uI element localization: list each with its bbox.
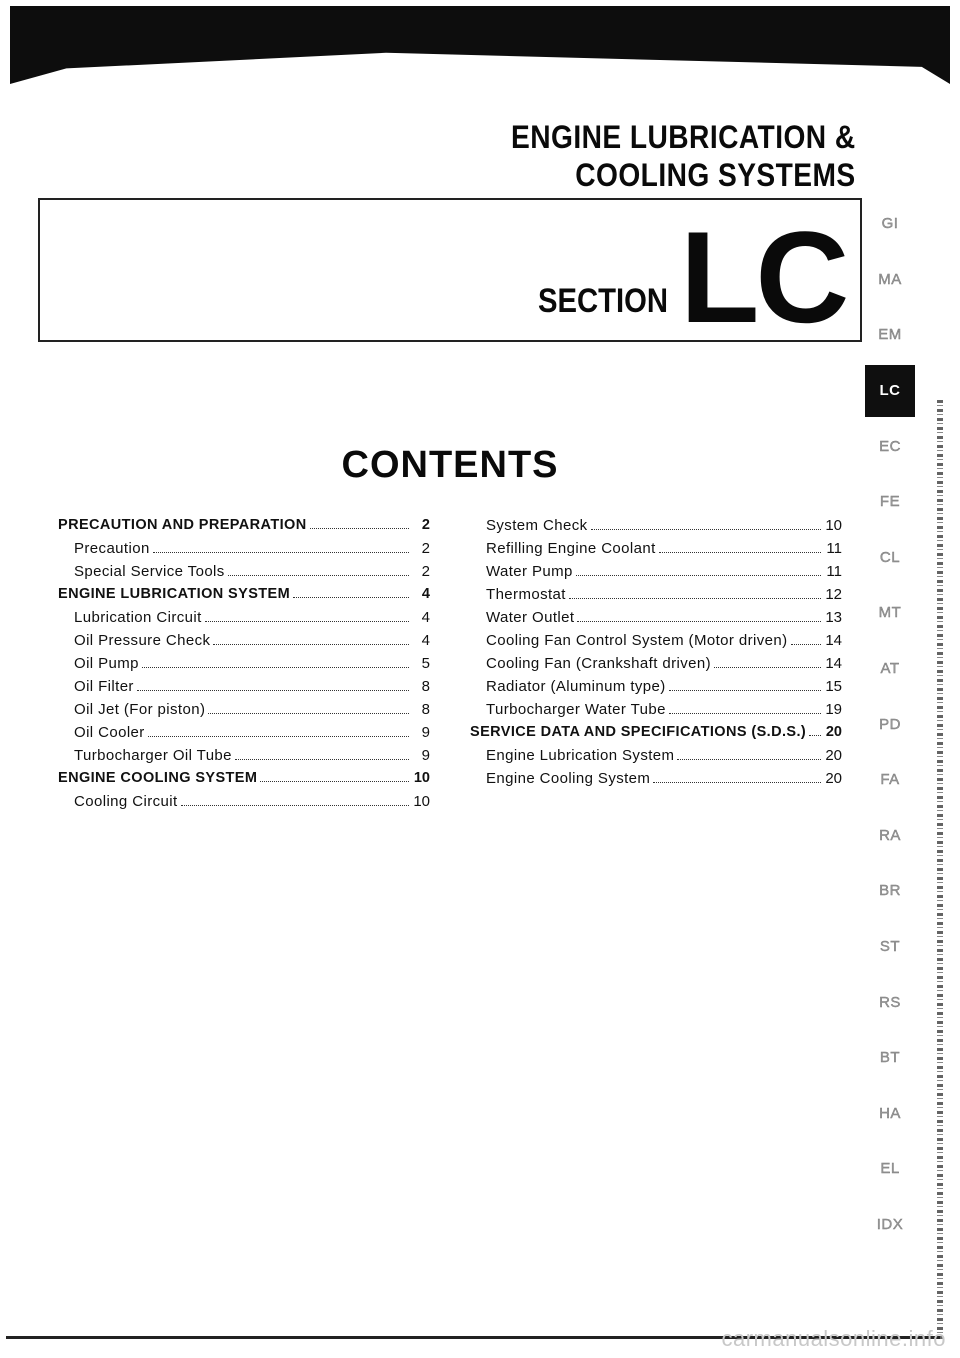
toc-entry[interactable]: [470, 514, 842, 537]
section-tab-ec[interactable]: EC: [879, 437, 901, 455]
toc-entry-title: Cooling Fan (Crankshaft driven): [486, 655, 711, 672]
toc-entry[interactable]: [58, 629, 430, 652]
section-tab-ha[interactable]: HA: [879, 1104, 901, 1122]
page-edge-strip: [937, 400, 943, 1340]
toc-leader-dots: [569, 598, 821, 599]
toc-entry[interactable]: [58, 675, 430, 698]
toc-entry-page: 19: [825, 701, 842, 718]
toc-leader-dots: [181, 805, 409, 806]
toc-entry-title: ENGINE COOLING SYSTEM: [58, 770, 258, 786]
toc-entry-title: Turbocharger Oil Tube: [74, 747, 232, 764]
toc-entry-title: Engine Lubrication System: [486, 747, 675, 764]
toc-entry[interactable]: [470, 675, 842, 698]
title-line-1: ENGINE LUBRICATION &: [511, 119, 856, 155]
toc-leader-dots: [260, 781, 409, 782]
toc-entry-title: Oil Cooler: [74, 724, 145, 741]
toc-entry[interactable]: [470, 629, 842, 652]
toc-entry-page: 13: [825, 609, 842, 626]
section-tab-em[interactable]: EM: [878, 326, 902, 344]
section-tab-idx[interactable]: IDX: [876, 1215, 904, 1233]
toc-leader-dots: [669, 690, 821, 691]
toc-entry-page: 12: [825, 586, 842, 603]
toc-entry[interactable]: [58, 652, 430, 675]
toc-leader-dots: [659, 552, 821, 553]
toc-entry-page: 4: [421, 586, 430, 602]
toc-entry[interactable]: [58, 514, 430, 537]
toc-entry-title: Cooling Circuit: [74, 793, 178, 810]
toc-leader-dots: [235, 759, 409, 760]
toc-entry-page: 9: [421, 724, 430, 741]
toc-entry-title: Special Service Tools: [74, 563, 225, 580]
toc-entry[interactable]: [58, 537, 430, 560]
document-title: [511, 118, 856, 194]
toc-entry[interactable]: [470, 767, 842, 790]
toc-entry-page: 8: [421, 701, 430, 718]
toc-entry-title: Oil Pump: [74, 655, 139, 672]
toc-entry[interactable]: [58, 767, 430, 790]
toc-entry-title: Thermostat: [486, 586, 566, 603]
toc-leader-dots: [293, 597, 409, 598]
toc-leader-dots: [669, 713, 821, 714]
toc-entry-page: 11: [826, 563, 842, 580]
toc-entry-title: Lubrication Circuit: [74, 609, 202, 626]
toc-entry-title: Water Pump: [486, 563, 573, 580]
toc-entry-page: 14: [825, 632, 842, 649]
section-tab-el[interactable]: EL: [880, 1160, 900, 1178]
toc-entry-page: 20: [825, 770, 842, 787]
toc-entry-title: Turbocharger Water Tube: [486, 701, 666, 718]
contents-heading: CONTENTS: [341, 444, 559, 486]
toc-leader-dots: [142, 667, 409, 668]
toc-entry-page: 2: [421, 517, 430, 533]
section-tab-mt[interactable]: MT: [878, 604, 902, 622]
toc-entry[interactable]: [470, 537, 842, 560]
toc-leader-dots: [809, 735, 821, 736]
toc-leader-dots: [577, 621, 821, 622]
toc-leader-dots: [591, 529, 822, 530]
toc-entry-page: 5: [421, 655, 430, 672]
toc-leader-dots: [576, 575, 821, 576]
toc-leader-dots: [153, 552, 409, 553]
toc-entry-page: 10: [413, 770, 430, 786]
section-tab-pd[interactable]: PD: [879, 715, 901, 733]
section-tab-fa[interactable]: FA: [880, 771, 900, 789]
toc-leader-dots: [148, 736, 409, 737]
toc-entry-title: Cooling Fan Control System (Motor driven): [486, 632, 788, 649]
toc-entry-title: Engine Cooling System: [486, 770, 651, 787]
toc-right-column: [470, 514, 842, 790]
toc-entry[interactable]: [58, 606, 430, 629]
toc-entry[interactable]: [470, 560, 842, 583]
toc-entry-page: 10: [413, 793, 430, 810]
section-tab-st[interactable]: ST: [879, 938, 901, 956]
toc-entry-title: PRECAUTION AND PREPARATION: [58, 517, 307, 533]
toc-entry[interactable]: [470, 721, 842, 744]
toc-entry-page: 9: [421, 747, 430, 764]
section-tab-ma[interactable]: MA: [878, 270, 902, 288]
toc-entry-title: Oil Pressure Check: [74, 632, 211, 649]
toc-leader-dots: [653, 782, 821, 783]
toc-entry-page: 10: [825, 517, 842, 534]
toc-entry-page: 8: [421, 678, 430, 695]
toc-entry-page: 4: [421, 632, 430, 649]
toc-entry[interactable]: [58, 560, 430, 583]
toc-entry[interactable]: [470, 583, 842, 606]
section-tab-lc[interactable]: LC: [865, 365, 915, 417]
toc-leader-dots: [677, 759, 821, 760]
toc-entry-title: ENGINE LUBRICATION SYSTEM: [58, 586, 291, 602]
toc-entry-title: SERVICE DATA AND SPECIFICATIONS (S.D.S.): [470, 724, 807, 740]
toc-leader-dots: [310, 528, 409, 529]
toc-entry-page: 14: [825, 655, 842, 672]
section-code: LC: [680, 204, 846, 350]
toc-entry-title: Oil Filter: [74, 678, 134, 695]
section-tab-fe[interactable]: FE: [879, 493, 901, 511]
toc-entry-title: System Check: [486, 517, 588, 534]
section-tab-ra[interactable]: RA: [879, 826, 901, 844]
toc-entry-title: Water Outlet: [486, 609, 575, 626]
section-tab-rs[interactable]: RS: [879, 993, 901, 1011]
toc-entry-page: 11: [826, 540, 842, 557]
toc-left-column: [58, 514, 430, 813]
toc-entry[interactable]: [58, 698, 430, 721]
toc-leader-dots: [213, 644, 409, 645]
section-label: SECTION: [538, 282, 668, 320]
toc-entry[interactable]: [470, 744, 842, 767]
toc-leader-dots: [137, 690, 409, 691]
toc-entry[interactable]: [470, 652, 842, 675]
toc-entry-page: 2: [421, 563, 430, 580]
toc-entry[interactable]: [58, 721, 430, 744]
title-line-2: COOLING SYSTEMS: [575, 157, 856, 193]
toc-entry[interactable]: [58, 744, 430, 767]
toc-leader-dots: [208, 713, 409, 714]
toc-entry-title: Oil Jet (For piston): [74, 701, 206, 718]
section-tab-bt[interactable]: BT: [879, 1049, 901, 1067]
toc-entry-page: 4: [421, 609, 430, 626]
toc-entry[interactable]: [58, 790, 430, 813]
toc-leader-dots: [714, 667, 821, 668]
toc-entry-title: Precaution: [74, 540, 150, 557]
toc-entry-page: 15: [825, 678, 842, 695]
header-black-bar: [10, 6, 950, 84]
toc-entry-title: Refilling Engine Coolant: [486, 540, 656, 557]
toc-entry-page: 20: [825, 747, 842, 764]
toc-entry-page: 2: [421, 540, 430, 557]
toc-leader-dots: [205, 621, 409, 622]
section-tab-br[interactable]: BR: [879, 882, 901, 900]
toc-entry-page: 20: [825, 724, 842, 740]
toc-entry[interactable]: [58, 583, 430, 606]
toc-entry[interactable]: [470, 698, 842, 721]
toc-entry[interactable]: [470, 606, 842, 629]
section-tab-cl[interactable]: CL: [879, 548, 901, 566]
section-tab-gi[interactable]: GI: [881, 215, 899, 233]
toc-leader-dots: [791, 644, 821, 645]
section-index-tabs: [862, 196, 918, 1252]
toc-entry-title: Radiator (Aluminum type): [486, 678, 666, 695]
watermark: carmanualsonline.info: [721, 1326, 946, 1351]
section-tab-at[interactable]: AT: [880, 660, 900, 678]
toc-leader-dots: [228, 575, 409, 576]
